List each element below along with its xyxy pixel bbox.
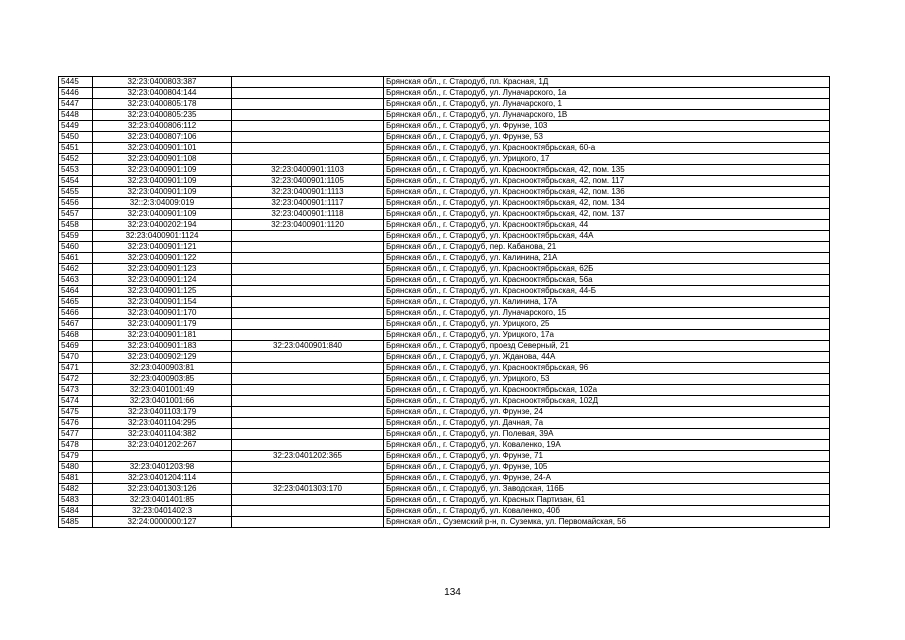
table-row: [59, 385, 830, 396]
object-number-cell: 32:23:0400901:840: [232, 341, 384, 352]
table-row: [59, 209, 830, 220]
row-number-cell: 5458: [59, 220, 93, 231]
address-cell: Брянская обл., г. Стародуб, ул. Фрунзе, 24: [384, 407, 830, 418]
row-number-cell: 5451: [59, 143, 93, 154]
table-row: [59, 396, 830, 407]
row-number-cell: 5446: [59, 88, 93, 99]
cadastral-number-cell: 32:23:0400806:112: [93, 121, 232, 132]
row-number-cell: 5469: [59, 341, 93, 352]
address-cell: Брянская обл., г. Стародуб, ул. Краснооктябрьская, 62Б: [384, 264, 830, 275]
cadastral-number-cell: 32:23:0400202:194: [93, 220, 232, 231]
object-number-cell: [232, 429, 384, 440]
address-cell: Брянская обл., г. Стародуб, ул. Фрунзе, 53: [384, 132, 830, 143]
object-number-cell: 32:23:0400901:1118: [232, 209, 384, 220]
address-cell: Брянская обл., г. Стародуб, пл. Красная, 1Д: [384, 77, 830, 88]
object-number-cell: [232, 462, 384, 473]
cadastral-number-cell: 32:23:0400901:183: [93, 341, 232, 352]
cadastral-number-cell: 32:23:0401203:98: [93, 462, 232, 473]
address-cell: Брянская обл., г. Стародуб, ул. Калинина, 17А: [384, 297, 830, 308]
cadastral-number-cell: 32:23:0400901:109: [93, 176, 232, 187]
cadastral-number-cell: 32:23:0400804:144: [93, 88, 232, 99]
object-number-cell: 32:23:0400901:1113: [232, 187, 384, 198]
address-cell: Брянская обл., г. Стародуб, ул. Урицкого, 17: [384, 154, 830, 165]
object-number-cell: [232, 374, 384, 385]
object-number-cell: [232, 110, 384, 121]
row-number-cell: 5454: [59, 176, 93, 187]
address-cell: Брянская обл., г. Стародуб, ул. Коваленко, 40б: [384, 506, 830, 517]
cadastral-number-cell: 32:23:0400901:109: [93, 187, 232, 198]
address-cell: Брянская обл., г. Стародуб, ул. Урицкого, 17а: [384, 330, 830, 341]
cadastral-number-cell: 32:23:0400901:123: [93, 264, 232, 275]
table-row: [59, 88, 830, 99]
table-body: [59, 77, 830, 528]
cadastral-number-cell: 32:23:0400901:179: [93, 319, 232, 330]
object-number-cell: [232, 418, 384, 429]
object-number-cell: [232, 77, 384, 88]
row-number-cell: 5470: [59, 352, 93, 363]
table-row: [59, 462, 830, 473]
cadastral-number-cell: 32:24:0000000:127: [93, 517, 232, 528]
row-number-cell: 5457: [59, 209, 93, 220]
row-number-cell: 5475: [59, 407, 93, 418]
table-row: [59, 330, 830, 341]
address-cell: Брянская обл., г. Стародуб, ул. Фрунзе, 105: [384, 462, 830, 473]
cadastral-number-cell: 32:23:0401001:49: [93, 385, 232, 396]
property-register-table: [58, 76, 830, 528]
table-row: [59, 429, 830, 440]
row-number-cell: 5465: [59, 297, 93, 308]
object-number-cell: [232, 308, 384, 319]
table-row: [59, 165, 830, 176]
table-row: [59, 440, 830, 451]
object-number-cell: [232, 286, 384, 297]
cadastral-number-cell: 32:23:0400901:154: [93, 297, 232, 308]
table-row: [59, 495, 830, 506]
cadastral-number-cell: 32:23:0400901:181: [93, 330, 232, 341]
cadastral-number-cell: 32:23:0400901:124: [93, 275, 232, 286]
row-number-cell: 5467: [59, 319, 93, 330]
table-row: [59, 242, 830, 253]
table-row: [59, 286, 830, 297]
object-number-cell: [232, 385, 384, 396]
page-number: 134: [444, 587, 461, 598]
table-row: [59, 132, 830, 143]
row-number-cell: 5481: [59, 473, 93, 484]
object-number-cell: [232, 352, 384, 363]
address-cell: Брянская обл., г. Стародуб, ул. Красных Партизан, 61: [384, 495, 830, 506]
object-number-cell: [232, 517, 384, 528]
address-cell: Брянская обл., г. Стародуб, ул. Краснооктябрьская, 44А: [384, 231, 830, 242]
address-cell: Брянская обл., г. Стародуб, ул. Дачная, 7а: [384, 418, 830, 429]
table-row: [59, 198, 830, 209]
cadastral-number-cell: [93, 451, 232, 462]
address-cell: Брянская обл., г. Стародуб, ул. Жданова, 44А: [384, 352, 830, 363]
cadastral-number-cell: 32:23:0400903:81: [93, 363, 232, 374]
object-number-cell: [232, 231, 384, 242]
row-number-cell: 5459: [59, 231, 93, 242]
row-number-cell: 5476: [59, 418, 93, 429]
object-number-cell: 32:23:0400901:1103: [232, 165, 384, 176]
table-row: [59, 363, 830, 374]
row-number-cell: 5452: [59, 154, 93, 165]
object-number-cell: 32:23:0401303:170: [232, 484, 384, 495]
table-row: [59, 374, 830, 385]
address-cell: Брянская обл., г. Стародуб, ул. Краснооктябрьская, 44-Б: [384, 286, 830, 297]
row-number-cell: 5471: [59, 363, 93, 374]
address-cell: Брянская обл., г. Стародуб, ул. Краснооктябрьская, 42, пом. 134: [384, 198, 830, 209]
row-number-cell: 5480: [59, 462, 93, 473]
object-number-cell: [232, 473, 384, 484]
address-cell: Брянская обл., г. Стародуб, ул. Краснооктябрьская, 42, пом. 136: [384, 187, 830, 198]
address-cell: Брянская обл., г. Стародуб, пер. Кабанова, 21: [384, 242, 830, 253]
cadastral-number-cell: 32:23:0400901:122: [93, 253, 232, 264]
table-row: [59, 121, 830, 132]
table-row: [59, 319, 830, 330]
row-number-cell: 5449: [59, 121, 93, 132]
cadastral-number-cell: 32:23:0401001:66: [93, 396, 232, 407]
object-number-cell: [232, 297, 384, 308]
row-number-cell: 5474: [59, 396, 93, 407]
table-row: [59, 506, 830, 517]
object-number-cell: 32:23:0401202:365: [232, 451, 384, 462]
row-number-cell: 5448: [59, 110, 93, 121]
object-number-cell: [232, 330, 384, 341]
table-row: [59, 341, 830, 352]
cadastral-number-cell: 32:23:0401104:295: [93, 418, 232, 429]
table-row: [59, 110, 830, 121]
table-row: [59, 407, 830, 418]
row-number-cell: 5450: [59, 132, 93, 143]
address-cell: Брянская обл., г. Стародуб, ул. Заводская, 116Б: [384, 484, 830, 495]
object-number-cell: [232, 99, 384, 110]
table-row: [59, 77, 830, 88]
address-cell: Брянская обл., г. Стародуб, ул. Луначарского, 1а: [384, 88, 830, 99]
address-cell: Брянская обл., г. Стародуб, ул. Краснооктябрьская, 60-а: [384, 143, 830, 154]
address-cell: Брянская обл., г. Стародуб, ул. Калинина, 21А: [384, 253, 830, 264]
row-number-cell: 5482: [59, 484, 93, 495]
table-row: [59, 418, 830, 429]
cadastral-number-cell: 32:23:0400807:106: [93, 132, 232, 143]
object-number-cell: [232, 407, 384, 418]
table-row: [59, 517, 830, 528]
table-row: [59, 297, 830, 308]
cadastral-number-cell: 32:23:0400901:125: [93, 286, 232, 297]
table-row: [59, 264, 830, 275]
cadastral-number-cell: 32:23:0400805:235: [93, 110, 232, 121]
cadastral-number-cell: 32:23:0400901:109: [93, 209, 232, 220]
object-number-cell: [232, 363, 384, 374]
address-cell: Брянская обл., г. Стародуб, ул. Урицкого, 53: [384, 374, 830, 385]
row-number-cell: 5455: [59, 187, 93, 198]
object-number-cell: [232, 143, 384, 154]
object-number-cell: [232, 132, 384, 143]
object-number-cell: [232, 88, 384, 99]
cadastral-number-cell: 32:23:0401401:85: [93, 495, 232, 506]
cadastral-number-cell: 32:23:0401103:179: [93, 407, 232, 418]
cadastral-number-cell: 32:23:0400901:170: [93, 308, 232, 319]
object-number-cell: [232, 121, 384, 132]
object-number-cell: [232, 275, 384, 286]
cadastral-number-cell: 32:23:0401303:126: [93, 484, 232, 495]
table-row: [59, 154, 830, 165]
address-cell: Брянская обл., г. Стародуб, ул. Краснооктябрьская, 42, пом. 137: [384, 209, 830, 220]
row-number-cell: 5472: [59, 374, 93, 385]
table-row: [59, 253, 830, 264]
table-row: [59, 275, 830, 286]
table-row: [59, 231, 830, 242]
row-number-cell: 5463: [59, 275, 93, 286]
address-cell: Брянская обл., г. Стародуб, ул. Краснооктябрьская, 44: [384, 220, 830, 231]
address-cell: Брянская обл., г. Стародуб, ул. Краснооктябрьская, 96: [384, 363, 830, 374]
table-row: [59, 484, 830, 495]
object-number-cell: [232, 242, 384, 253]
object-number-cell: [232, 253, 384, 264]
cadastral-number-cell: 32:23:0400901:121: [93, 242, 232, 253]
row-number-cell: 5466: [59, 308, 93, 319]
cadastral-number-cell: 32::2:3:04009:019: [93, 198, 232, 209]
row-number-cell: 5468: [59, 330, 93, 341]
row-number-cell: 5477: [59, 429, 93, 440]
table-row: [59, 99, 830, 110]
row-number-cell: 5456: [59, 198, 93, 209]
cadastral-number-cell: 32:23:0401402:3: [93, 506, 232, 517]
address-cell: Брянская обл., г. Стародуб, ул. Урицкого, 25: [384, 319, 830, 330]
table-row: [59, 352, 830, 363]
cadastral-number-cell: 32:23:0400901:109: [93, 165, 232, 176]
row-number-cell: 5447: [59, 99, 93, 110]
cadastral-number-cell: 32:23:0400903:85: [93, 374, 232, 385]
cadastral-number-cell: 32:23:0400901:108: [93, 154, 232, 165]
row-number-cell: 5484: [59, 506, 93, 517]
object-number-cell: 32:23:0400901:1117: [232, 198, 384, 209]
object-number-cell: [232, 495, 384, 506]
cadastral-number-cell: 32:23:0401104:382: [93, 429, 232, 440]
address-cell: Брянская обл., г. Стародуб, ул. Краснооктябрьская, 102а: [384, 385, 830, 396]
object-number-cell: [232, 319, 384, 330]
address-cell: Брянская обл., г. Стародуб, ул. Краснооктябрьская, 56а: [384, 275, 830, 286]
row-number-cell: 5460: [59, 242, 93, 253]
object-number-cell: [232, 154, 384, 165]
address-cell: Брянская обл., г. Стародуб, ул. Краснооктябрьская, 102Д: [384, 396, 830, 407]
object-number-cell: [232, 440, 384, 451]
address-cell: Брянская обл., г. Стародуб, ул. Луначарского, 15: [384, 308, 830, 319]
address-cell: Брянская обл., г. Стародуб, проезд Северный, 21: [384, 341, 830, 352]
row-number-cell: 5453: [59, 165, 93, 176]
row-number-cell: 5483: [59, 495, 93, 506]
table-row: [59, 187, 830, 198]
address-cell: Брянская обл., г. Стародуб, ул. Краснооктябрьская, 42, пом. 117: [384, 176, 830, 187]
address-cell: Брянская обл., г. Стародуб, ул. Фрунзе, 71: [384, 451, 830, 462]
row-number-cell: 5445: [59, 77, 93, 88]
cadastral-number-cell: 32:23:0400805:178: [93, 99, 232, 110]
table-row: [59, 473, 830, 484]
row-number-cell: 5479: [59, 451, 93, 462]
address-cell: Брянская обл., г. Стародуб, ул. Фрунзе, 103: [384, 121, 830, 132]
object-number-cell: [232, 396, 384, 407]
object-number-cell: [232, 506, 384, 517]
cadastral-number-cell: 32:23:0400803:387: [93, 77, 232, 88]
table-row: [59, 308, 830, 319]
table-row: [59, 451, 830, 462]
row-number-cell: 5464: [59, 286, 93, 297]
row-number-cell: 5461: [59, 253, 93, 264]
object-number-cell: 32:23:0400901:1120: [232, 220, 384, 231]
table-row: [59, 176, 830, 187]
row-number-cell: 5462: [59, 264, 93, 275]
cadastral-number-cell: 32:23:0400902:129: [93, 352, 232, 363]
address-cell: Брянская обл., г. Стародуб, ул. Полевая, 39А: [384, 429, 830, 440]
address-cell: Брянская обл., г. Стародуб, ул. Коваленко, 19А: [384, 440, 830, 451]
row-number-cell: 5473: [59, 385, 93, 396]
row-number-cell: 5478: [59, 440, 93, 451]
row-number-cell: 5485: [59, 517, 93, 528]
address-cell: Брянская обл., г. Стародуб, ул. Краснооктябрьская, 42, пом. 135: [384, 165, 830, 176]
table-row: [59, 220, 830, 231]
object-number-cell: [232, 264, 384, 275]
table-row: [59, 143, 830, 154]
address-cell: Брянская обл., г. Стародуб, ул. Луначарского, 1: [384, 99, 830, 110]
address-cell: Брянская обл., г. Стародуб, ул. Фрунзе, 24-А: [384, 473, 830, 484]
cadastral-number-cell: 32:23:0400901:101: [93, 143, 232, 154]
address-cell: Брянская обл., Суземский р-н, п. Суземка, ул. Первомайская, 56: [384, 517, 830, 528]
cadastral-number-cell: 32:23:0401202:267: [93, 440, 232, 451]
object-number-cell: 32:23:0400901:1105: [232, 176, 384, 187]
address-cell: Брянская обл., г. Стародуб, ул. Луначарского, 1В: [384, 110, 830, 121]
cadastral-number-cell: 32:23:0400901:1124: [93, 231, 232, 242]
cadastral-number-cell: 32:23:0401204:114: [93, 473, 232, 484]
